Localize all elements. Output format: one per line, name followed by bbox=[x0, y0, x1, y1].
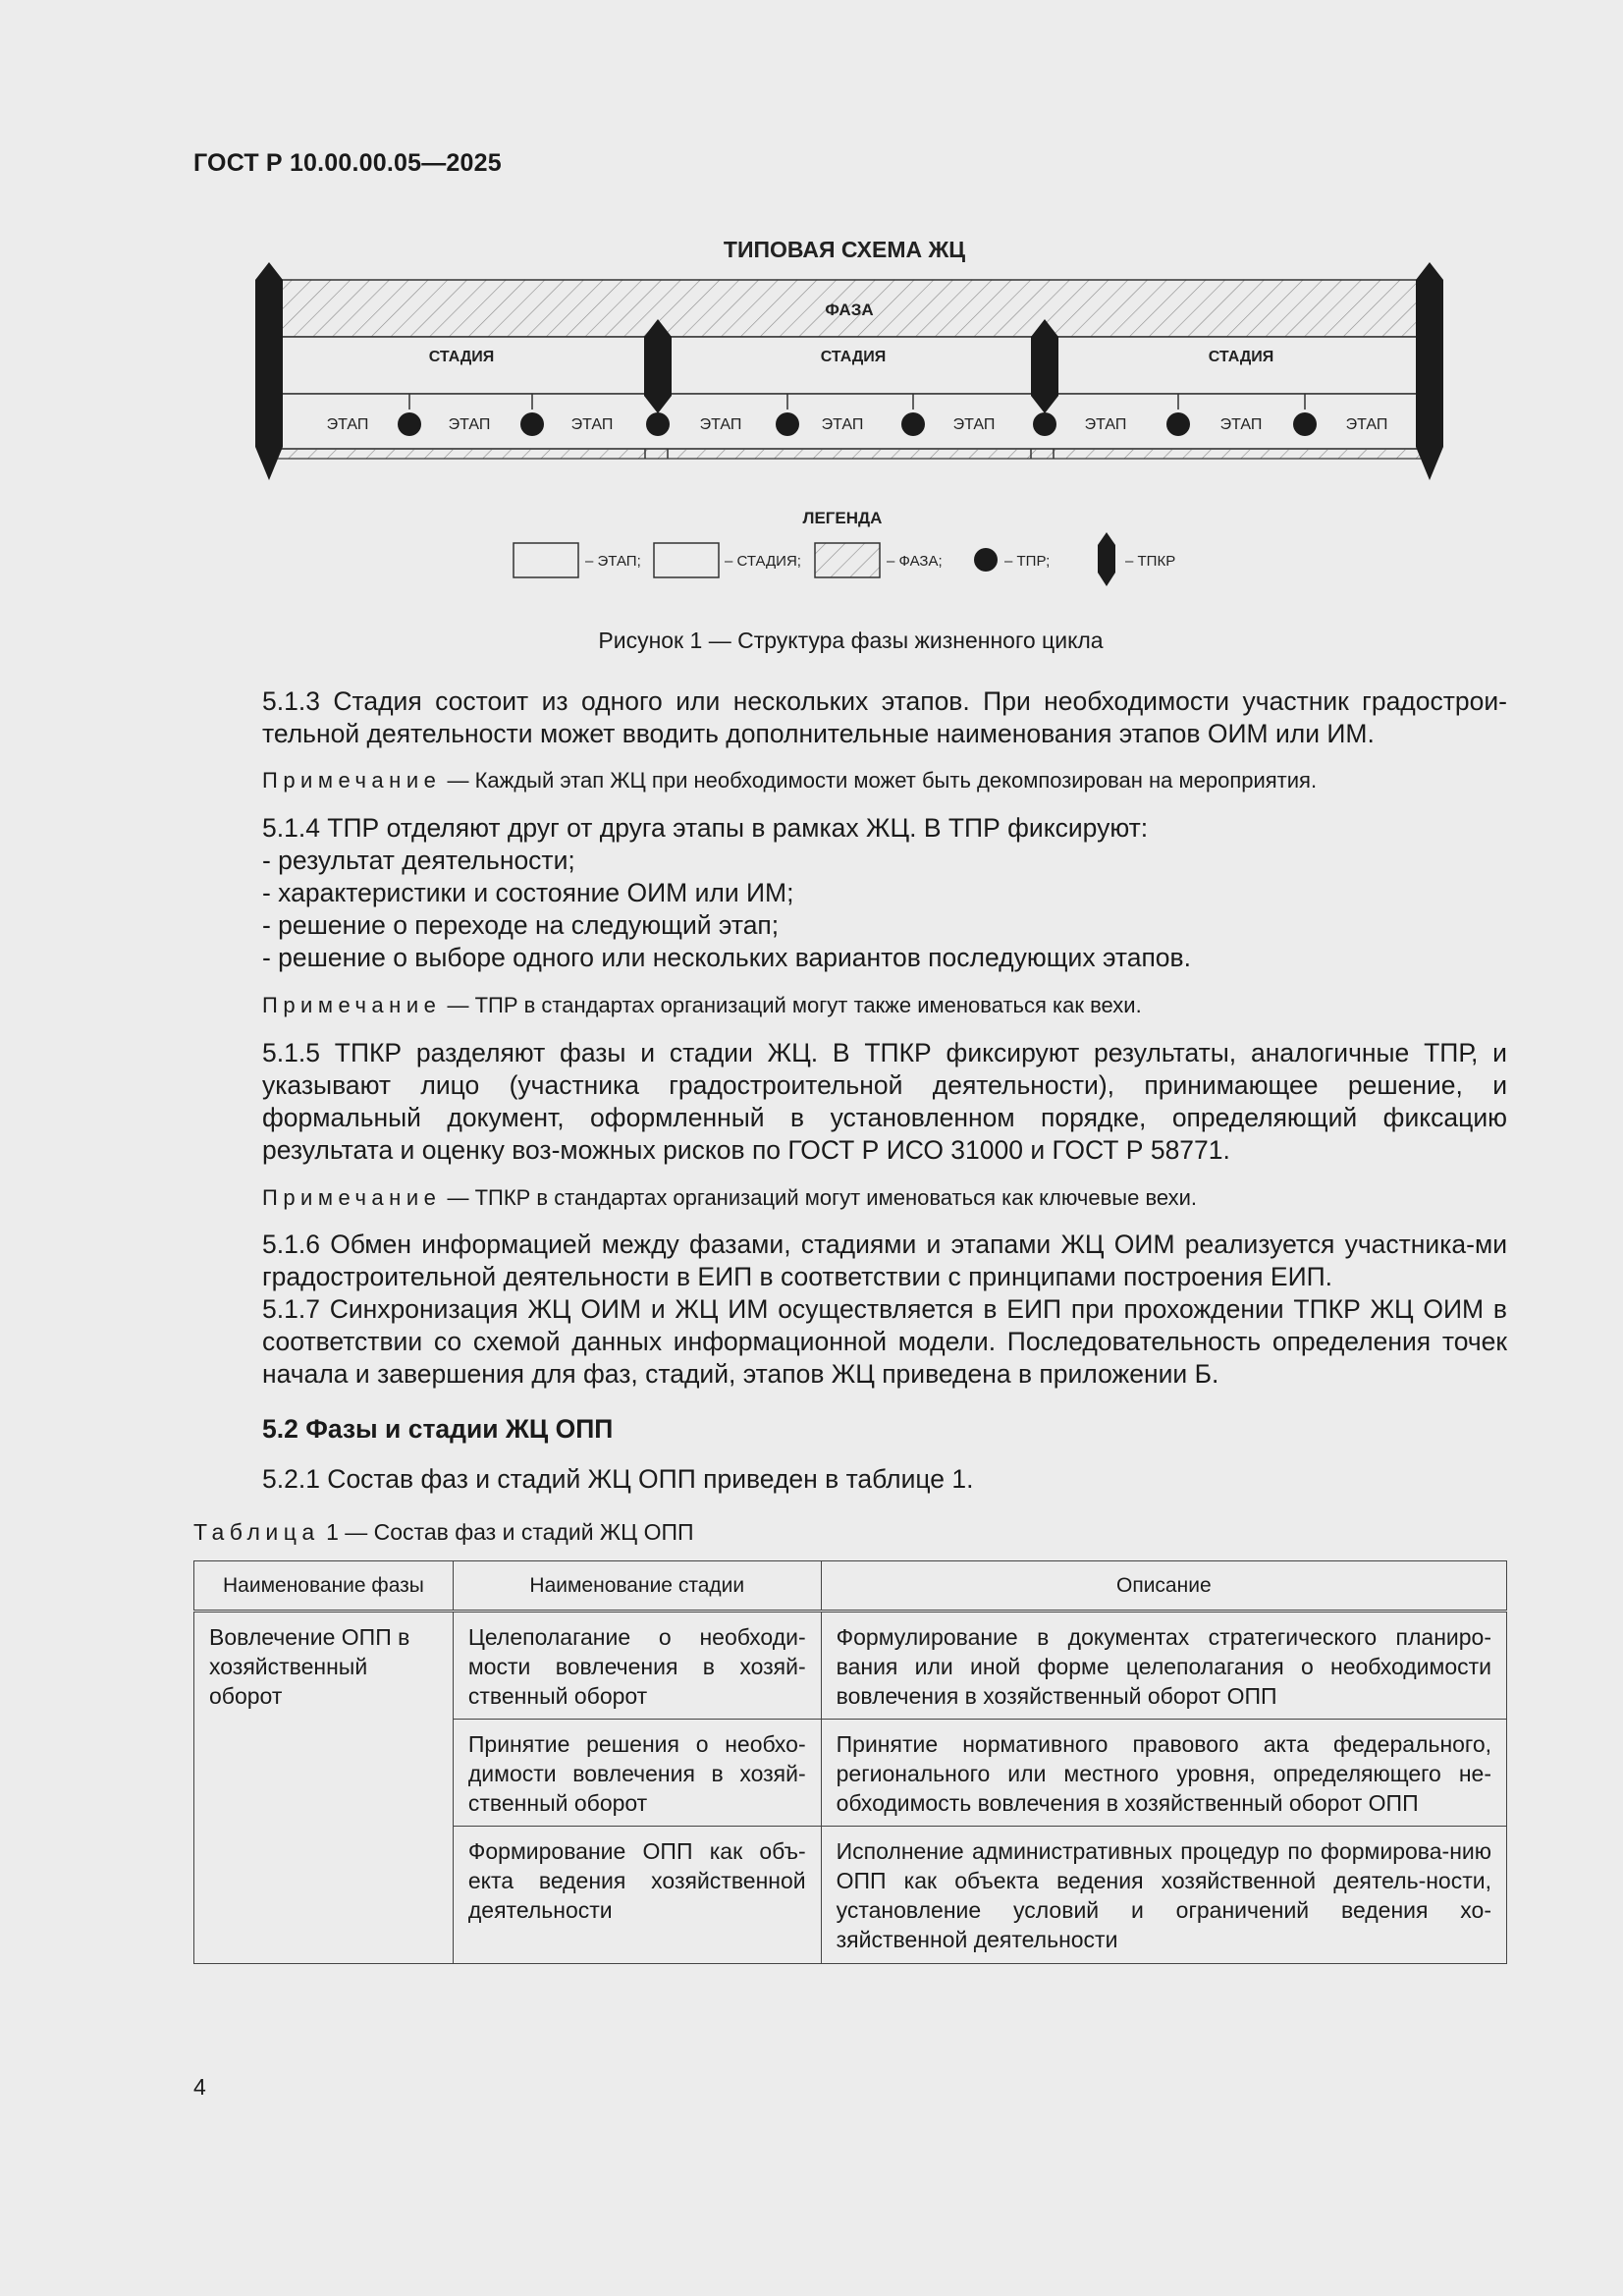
step-label-6: ЭТАП bbox=[952, 416, 996, 433]
step-label-2: ЭТАП bbox=[448, 416, 491, 433]
stage-cell: Целеполагание о необходи-мости вовлечения в хозяй-ственный оборот bbox=[453, 1612, 821, 1720]
stage-cell: Формирование ОПП как объ-екта ведения хозяйственной деятельности bbox=[453, 1827, 821, 1964]
table-caption: Таблица 1 — Состав фаз и стадий ЖЦ ОПП bbox=[193, 1519, 694, 1545]
header-stage-name: Наименование стадии bbox=[453, 1561, 821, 1612]
description-cell: Формулирование в документах стратегического планиро-вания или иной форме целеполагания о необходимости вовлечения в хозяйственный оборот ОПП bbox=[821, 1612, 1506, 1720]
phase-label: ФАЗА bbox=[825, 301, 874, 319]
phases-table bbox=[193, 1560, 1507, 1964]
step-label-9: ЭТАП bbox=[1345, 416, 1388, 433]
tpkr-marker-right bbox=[1416, 262, 1443, 480]
legend-tpr-dot bbox=[974, 548, 998, 572]
bullet-item-2: - характеристики и состояние ОИМ или ИМ; bbox=[262, 878, 794, 907]
tpr-dot-8 bbox=[1293, 412, 1317, 436]
legend-stage-swatch bbox=[654, 543, 719, 577]
lifecycle-diagram bbox=[245, 229, 1473, 592]
figure-caption: Рисунок 1 — Структура фазы жизненного цикла bbox=[598, 628, 1104, 653]
note-1: Примечание — Каждый этап ЖЦ при необходимости может быть декомпозирован на мероприятия. bbox=[262, 768, 1318, 793]
bullet-item-4: - решение о выборе одного или нескольких вариантов последующих этапов. bbox=[262, 943, 1191, 972]
tpr-dot-4 bbox=[776, 412, 799, 436]
paragraph-5-1-5: 5.1.5 ТПКР разделяют фазы и стадии ЖЦ. В ТПКР фиксируют результаты, аналогичные ТПР, и указывают лицо (участника градостроительной деятельности), принимающее решение, и формальный документ, оформленный в установленном порядке, определяющий фиксацию результата и оценку воз-можных рисков по ГОСТ Р ИСО 31000 и ГОСТ Р 58771. bbox=[262, 1038, 1507, 1165]
step-label-1: ЭТАП bbox=[326, 416, 369, 433]
tpr-dot-1 bbox=[398, 412, 421, 436]
legend-step-swatch bbox=[514, 543, 578, 577]
tpkr-marker-mid-1 bbox=[644, 319, 672, 413]
step-label-7: ЭТАП bbox=[1084, 416, 1127, 433]
paragraph-5-1-4: 5.1.4 ТПР отделяют друг от друга этапы в рамках ЖЦ. В ТПР фиксируют: bbox=[262, 813, 1149, 843]
description-cell: Исполнение административных процедур по формирова-нию ОПП как объекта ведения хозяйственной деятель-ности, установление условий и ограничений ведения хо-зяйственной деятельности bbox=[821, 1827, 1506, 1964]
step-label-4: ЭТАП bbox=[699, 416, 742, 433]
tpr-dot-5 bbox=[901, 412, 925, 436]
legend-phase-swatch bbox=[815, 543, 880, 577]
legend-step-label: – ЭТАП; bbox=[585, 553, 641, 570]
tpr-dot-3 bbox=[646, 412, 670, 436]
legend-stage-label: – СТАДИЯ; bbox=[725, 553, 801, 570]
bullet-item-1: - результат деятельности; bbox=[262, 846, 575, 875]
paragraph-5-1-7: 5.1.7 Синхронизация ЖЦ ОИМ и ЖЦ ИМ осуществляется в ЕИП при прохождении ТПКР ЖЦ ОИМ в соответствии со схемой данных информационной модели. Последовательность определения точек начала и завершения для фаз, стадий, этапов ЖЦ приведена в приложении Б. bbox=[262, 1294, 1507, 1389]
step-label-3: ЭТАП bbox=[570, 416, 614, 433]
stage-band bbox=[269, 337, 1428, 394]
phase-cell: Вовлечение ОПП в хозяйственный оборот bbox=[194, 1612, 454, 1964]
paragraph-5-1-3: 5.1.3 Стадия состоит из одного или нескольких этапов. При необходимости участник градострои-тельной деятельности может вводить дополнительные наименования этапов ОИМ или ИМ. bbox=[262, 686, 1507, 748]
stage-cell: Принятие решения о необхо-димости вовлечения в хозяй-ственный оборот bbox=[453, 1720, 821, 1827]
header-description: Описание bbox=[821, 1561, 1506, 1612]
table-header-row bbox=[194, 1561, 1507, 1612]
legend-tpr-label: – ТПР; bbox=[1004, 553, 1051, 570]
legend-title: ЛЕГЕНДА bbox=[802, 509, 883, 527]
tpkr-marker-mid-2 bbox=[1031, 319, 1058, 413]
step-label-5: ЭТАП bbox=[821, 416, 864, 433]
paragraph-5-1-6: 5.1.6 Обмен информацией между фазами, стадиями и этапами ЖЦ ОИМ реализуется участника-ми градостроительной деятельности в ЕИП в соответствии с принципами построения ЕИП. bbox=[262, 1230, 1507, 1291]
tpr-dot-7 bbox=[1166, 412, 1190, 436]
legend-tpkr-label: – ТПКР bbox=[1125, 553, 1176, 570]
stage-label-2: СТАДИЯ bbox=[820, 349, 887, 365]
tpr-dot-2 bbox=[520, 412, 544, 436]
description-cell: Принятие нормативного правового акта федерального, регионального или местного уровня, определяющего не-обходимость вовлечения в хозяйственный оборот ОПП bbox=[821, 1720, 1506, 1827]
legend-tpkr-marker bbox=[1098, 532, 1115, 586]
step-label-8: ЭТАП bbox=[1219, 416, 1263, 433]
header-phase-name: Наименование фазы bbox=[194, 1561, 454, 1612]
tpr-dot-6 bbox=[1033, 412, 1056, 436]
stage-label-3: СТАДИЯ bbox=[1208, 349, 1274, 365]
note-3: Примечание — ТПКР в стандартах организаций могут именоваться как ключевые вехи. bbox=[262, 1185, 1198, 1210]
paragraph-5-2-1: 5.2.1 Состав фаз и стадий ЖЦ ОПП приведен в таблице 1. bbox=[262, 1464, 974, 1494]
note-2: Примечание — ТПР в стандартах организаций могут также именоваться как вехи. bbox=[262, 993, 1142, 1017]
diagram-title: ТИПОВАЯ СХЕМА ЖЦ bbox=[723, 237, 966, 262]
legend-phase-label: – ФАЗА; bbox=[887, 553, 943, 570]
table-row bbox=[194, 1612, 1507, 1720]
tpkr-marker-left bbox=[255, 262, 283, 480]
section-heading-5-2: 5.2 Фазы и стадии ЖЦ ОПП bbox=[262, 1414, 614, 1444]
stage-label-1: СТАДИЯ bbox=[428, 349, 495, 365]
page-number: 4 bbox=[193, 2074, 206, 2100]
document-header: ГОСТ Р 10.00.00.05—2025 bbox=[193, 149, 502, 177]
bullet-item-3: - решение о переходе на следующий этап; bbox=[262, 910, 780, 940]
